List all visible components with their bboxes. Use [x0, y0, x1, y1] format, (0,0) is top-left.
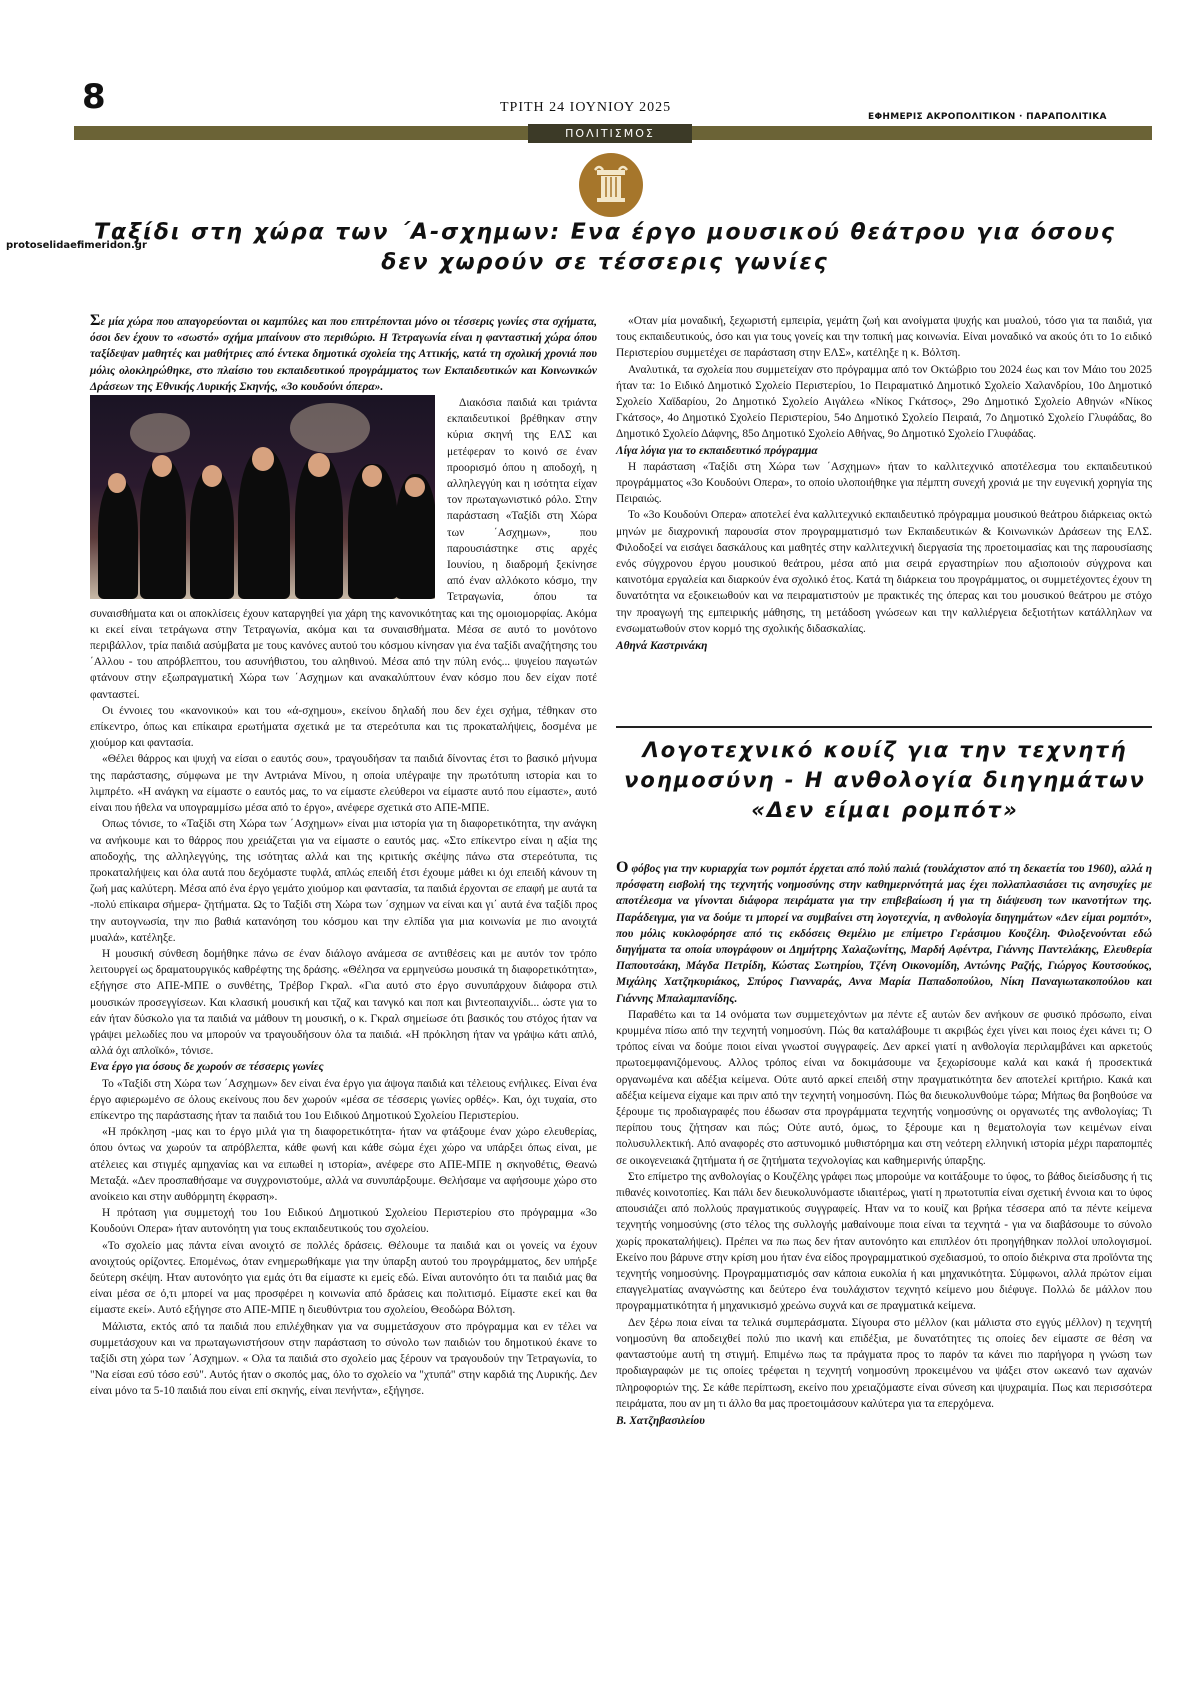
performer-face [108, 473, 126, 493]
article-1-lead [90, 313, 597, 395]
newspaper-masthead: ΕΦΗΜΕΡΙΣ ΑΚΡΟΠΟΛΙΤΙΚΟΝ · ΠΑΡΑΠΟΛΙΤΙΚΑ [868, 112, 1107, 122]
article-1-paragraph: Διακόσια παιδιά και τριάντα εκπαιδευτικοί βρέθηκαν στην κύρια σκηνή της ΕΛΣ και μετέφεραν το κοινό σε έναν προορισμό όπου η αποδοχή, η αλληλεγγύη και η ισότητα είχαν τον πρωταγωνιστικό ρόλο. Στην παράσταση «Ταξίδι στη Χώρα των ΄Ασχημων», που παρουσιάστηκε στις αρχές Ιουνίου, η διαδρομή ξεκίνησε από έναν αλλόκοτο κόσμο, την Τετραγωνία, όπου τα συναισθήματα και οι αποκλίσεις έχουν καταργηθεί για χάρη της κανονικότητας και της ομοιομορφίας. Ακόμα κι εκεί είναι τετράγωνα στην Τετραγωνία, ακόμα και τα συναισθήματα. Μέσα σε αυτό το μονότονο περιβάλλον, τρία παιδιά ασύμβατα με τους κανόνες αυτού του κόσμου κίνησαν για ένα ταξίδι αναζήτησης του ΄Αλλου - του απρόβλεπτου, του ασυνήθιστου, του αληθινού. Μέσα από την πύλη ενός... ψυγείου παγωτών φτάνουν στην εξωπραγματική Χώρα των ΄Ασχημων και ανακαλύπτουν έναν κόσμο που δεν είχαν ποτέ φανταστεί. [90, 397, 597, 701]
article-2-paragraph: Δεν ξέρω ποια είναι τα τελικά συμπεράσματα. Σίγουρα στο μέλλον (και μάλιστα στο εγγύς μέλλον) η τεχνητή νοημοσύνη θα αποδειχθεί πολύ πιο ικανή και επιδέξια, με δυνατότητες τις οποίες δεν είμαστε σε θέση να φανταστούμε αυτή τη στιγμή. Επιμένω πως τα πράγματα προς το παρόν τα κάνει πιο παρήγορα η γνώση των προδιαγραφών με τις οποίες τρέφεται η τεχνητή νοημοσύνη προκειμένου να ψάξει στον ωκεανό των αχανών πληροφοριών της. Σε κάθε περίπτωση, εκείνο που χρειαζόμαστε είναι σύνεση και ψυχραιμία. Πως και περισσότερα πειράματα, που αν μη τι άλλο θα μας προετοιμάσουν καλύτερα για τα επερχόμενα. [616, 1316, 1152, 1410]
article-1-paragraph: Το «3ο Κουδούνι Οπερα» αποτελεί ένα καλλιτεχνικό εκπαιδευτικό πρόγραμμα μουσικού θεάτρου διάρκειας οκτώ μηνών με διαχρονική παρουσία στον προγραμματισμό των Εκπαιδευτικών & Κοινωνικών Δράσεων της ΕΛΣ. Φιλοδοξεί να εισάγει δασκάλους και μαθητές στην καλλιτεχνική διεργασία της προετοιμασίας και της παρουσίασης ενός σύγχρονου έργου μουσικού θεάτρου, μέσα από μια σειρά εργαστηρίων που αξιοποιούν σύγχρονα και καινοτόμα εργαλεία και διαρκούν ένα σχολικό έτος. Κατά τη διάρκεια του προγράμματος, οι συμμετέχοντες έχουν τη δυνατότητα να εξοικειωθούν και να πειραματιστούν με πρακτικές της όπερας και του μουσικού θεάτρου με στόχο την προαγωγή της εμπειρικής μάθησης, τη μετάδοση γνώσεων και την καλλιέργεια δεξιοτήτων κατάλληλων να ενσωματωθούν στον κορμό της σχολικής διδασκαλίας. [616, 509, 1152, 635]
article-1-dropcap: Σ [90, 312, 101, 329]
article-1-column-right [616, 313, 1152, 654]
article-1-subheading: Λίγα λόγια για το εκπαιδευτικό πρόγραμμα [616, 444, 818, 457]
article-1-column-left [90, 313, 597, 1400]
performer-face [308, 453, 330, 477]
performer-figure [140, 459, 186, 599]
performer-face [252, 447, 274, 471]
article-1-paragraph: Οπως τόνισε, το «Ταξίδι στη Χώρα των ΄Ασχημων» είναι μια ιστορία για τη διαφορετικότητα, την ανάγκη να ανήκουμε και το θάρρος που χρειάζεται για να είμαστε ο εαυτός μας. «Στο επίκεντρο είναι η αξία της αποδοχής, της αλληλεγγύης, της ισότητας αλλά και της κριτικής σκέψης πάνω στα στερεότυπα, τις προκαταλήψεις και όλα αυτά που δεχόμαστε τυφλά, απλώς επειδή έτσι έχουμε μάθει κι όχι επειδή κάνουν τη ζωή μας καλύτερη. Μέσα από ένα έργο γεμάτο χιούμορ και φαντασία, τα παιδιά έρχονται σε επαφή με αυτά τα -πολύ επίκαιρα σήμερα- ζητήματα. Ως το Ταξίδι στη Χώρα των ΄σχημων να είναι και γι΄ αυτά ένα ταξίδι προς την αυτογνωσία, την πιο βαθιά κατανόηση του κόσμου και την ελπίδα για μια κοινωνία με πιο ανοιχτά μυαλά», κατέληξε. [90, 818, 597, 944]
article-1-paragraph: Το «Ταξίδι στη Χώρα των ΄Ασχημων» δεν είναι ένα έργο για άψογα παιδιά και τέλειους ενήλικες. Είναι ένα έργο αφιερωμένο σε όλους εκείνους που δεν χωρούν «μέσα σε τέσσερις γωνίες ορθές». Και, όχι τυχαία, στο επίκεντρο της παράστασης ήταν τα παιδιά του 1ου Ειδικού Δημοτικού Σχολείου Περιστερίου. [90, 1077, 597, 1122]
article-1-paragraph: «Η πρόκληση -μας και το έργο μιλά για τη διαφορετικότητα- ήταν να φτάξουμε έναν χώρο ελευθερίας, όπου όντως να χωρούν τα απρόβλεπτα, κάθε φωνή και κάθε σώμα έχει χώρο να υπάρξει όπως είναι, με ατέλειες και στιγμές αμηχανίας και να ειπωθεί η ιστορία», ανέφερε στο ΑΠΕ-ΜΠΕ η σκηνοθέτις, Θεανώ Μεταξά. «Δεν προσπαθήσαμε να συγχρονιστούμε, αλλά να συνυπάρξουμε. Θελήσαμε να αφήσουμε χώρο στο ανοίκειο και στην αυθόρμητη έκφραση». [90, 1126, 597, 1203]
article-1-lead-text: ε μία χώρα που απαγορεύονται οι καμπύλες και που επιτρέπονται μόνο οι τέσσερις γωνίες στα σχήματα, όσοι δεν έχουν το «σωστό» σχήμα μπαίνουν στο περιθώριο. Η Τετραγωνία είναι η φανταστική χώρα όπου ταξίδεψαν μαθητές και μαθήτριες από έντεκα δημοτικά σχολεία της Αττικής, κατά τη σχολική χρονιά που μόλις ολοκληρώθηκε, στο πλαίσιο του εκπαιδευτικού προγράμματος των Εκπαιδευτικών και Κοινωνικών Δράσεων της Εθνικής Λυρικής Σκηνής, «3ο κουδούνι όπερα». [90, 316, 597, 393]
stage-light [130, 413, 190, 453]
article-2-lead [616, 860, 1152, 1007]
page-number: 8 [82, 77, 106, 117]
article-2-headline: Λογοτεχνικό κουίζ για την τεχνητή νοημοσύνη - Η ανθολογία διηγημάτων «Δεν είμαι ρομπότ» [624, 738, 1146, 822]
article-2-lead-text: φόβος για την κυριαρχία των ρομπότ έρχεται από πολύ παλιά (τουλάχιστον από τη δεκαετία του 1960), αλλά η πρόσφατη εισβολή της τεχνητής νοημοσύνης στην καθημερινότητά μας έχει πολλαπλασιάσει τις ανησυχίες με αποτέλεσμα να γίνονται διάφορα πειράματα για την επιβεβαίωση ή για τη διάψευση των ικανοτήτων της. Παράδειγμα, για να δούμε τι μπορεί να συμβαίνει στη λογοτεχνία, η ανθολογία διηγημάτων «Δεν είμαι ρομπότ», που μόλις κυκλοφόρησε από τις εκδόσεις Θεμέλιο με επίμετρο Γεράσιμου Κουζέλη. Φιλοξενούνται εδώ διηγήματα τα οποία υπογράφουν οι Δημήτρης Χαλαζωνίτης, Μαρδή Αφέντρα, Γιάννης Παντελάκης, Ελευθερία Παπουτσάκη, Μάγδα Πετρίδη, Κώστας Σωτηρίου, Τζένη Οικονομίδη, Αντώνης Ραζής, Γιώργος Κουτσούκος, Μιχάλης Χατζηκυριάκος, Σπύρος Γιανναράς, Αννα Μαρία Παπαδοπούλου, Νίκη Παναγιωτακοπούλου και Γιάννης Μπαλαμπανίδης. [616, 863, 1152, 1005]
performer-face [362, 465, 382, 487]
article-1-paragraph: «Οταν μία μοναδική, ξεχωριστή εμπειρία, γεμάτη ζωή και ανοίγματα ψυχής και μυαλού, τόσο για τα παιδιά, για τους εκπαιδευτικούς, όσο και για τους γονείς και την τοπική μας κοινωνία. Είναι μοναδικό να ακούς ότι το 1ο ειδικό Περιστερίου συμμετέχει σε παράσταση στην ΕΛΣ», κατέληξε η κ. Βόλτση. [616, 315, 1152, 360]
article-1-paragraph: Η παράσταση «Ταξίδι στη Χώρα των ΄Ασχημων» ήταν το καλλιτεχνικό αποτέλεσμα του εκπαιδευτικού προγράμματος «3ο Κουδούνι Οπερα», το οποίο υλοποιήθηκε για πέμπτη συνεχή χρονιά με την ευγενική χορηγία της Πειραιώς. [616, 460, 1152, 506]
article-1-paragraph: Οι έννοιες του «κανονικού» και του «ά-σχημου», εκείνου δηλαδή που δεν έχει σχήμα, τέθηκαν στο επίκεντρο, όπως και επίκαιρα ερωτήματα σχετικά με τα στερεότυπα και τις προκαταλήψεις, δοσμένα με χιούμορ και φαντασία. [90, 704, 597, 750]
column-emblem-icon-graphic [579, 153, 643, 217]
section-label: ΠΟΛΙΤΙΣΜΟΣ [528, 124, 692, 143]
article-1-paragraph: «Το σχολείο μας πάντα είναι ανοιχτό σε πολλές δράσεις. Θέλουμε τα παιδιά και οι γονείς να έχουν ανοιχτούς ορίζοντες. Επομένως, όταν ενημερωθήκαμε για την ύπαρξη αυτού του προγράμματος, δεν υπήρξε δεύτερη σκέψη. Ηταν αυτονόητο για εμάς ότι θα είμαστε κι εμείς εδώ. Είναι αυτονόητο ότι τα παιδιά μας θα είναι μέσα σε ό,τι μπορεί να μας προσφέρει η κοινωνία από δράσεις και πολιτισμό. Είμαστε εκεί και θα είμαστε εκεί». Αυτό εξήγησε στο ΑΠΕ-ΜΠΕ η διευθύντρια του σχολείου, Θεοδώρα Βόλτση. [90, 1239, 597, 1317]
article-1-paragraph: Αναλυτικά, τα σχολεία που συμμετείχαν στο πρόγραμμα από τον Οκτώβριο του 2024 έως και τον Μάιο του 2025 ήταν τα: 1ο Ειδικό Δημοτικό Σχολείο Περιστερίου, 1ο Πειραματικό Δημοτικό Σχολείο Χαλανδρίου, 10ο Δημοτικό Σχολείο Χαϊδαρίου, 2ο Δημοτικό Σχολείο Αιγάλεω «Νίκος Γκάτσος», 29ο Δημοτικό Σχολείο Αθηνών «Νίκος Γκάτσος», 4ο Δημοτικό Σχολείο Περιστερίου, 54ο Δημοτικό Σχολείο Πειραιά, 7ο Δημοτικό Σχολείο Γλυφάδας, 8ο Δημοτικό Σχολείο Δάφνης, 85ο Δημοτικό Σχολείο Αθήνας, 9ο Δημοτικό Σχολείο Γλυφάδας. [616, 363, 1152, 441]
performer-figure [238, 449, 290, 599]
article-2-column [616, 860, 1152, 1429]
performer-face [152, 455, 172, 477]
article-1-paragraph: «Θέλει θάρρος και ψυχή να είσαι ο εαυτός σου», τραγουδήσαν τα παιδιά δίνοντας έτσι το βασικό μήνυμα της παράστασης, σύμφωνα με την Αντριάνα Μίνου, η οποία υπέγραψε την πρωτότυπη ιστορία και το λιμπρέτο. «Η ανάγκη να είμαστε ο εαυτός μας, το να είμαστε ελεύθεροι να είμαστε αυτό που είμαστε», αυτό είναι που ήθελα να υπογραμμίσω μέσα από το έργο», ανέφερε σχετικά στο ΑΠΕ-ΜΠΕ. [90, 753, 597, 815]
performer-face [405, 477, 425, 497]
article-2-paragraph: Παραθέτω και τα 14 ονόματα των συμμετεχόντων μα πέντε εξ αυτών δεν ανήκουν σε φυσικό πρόσωπο, είναι κρυμμένα πίσω από την τεχνητή νοημοσύνη. Πώς θα καταλάβουμε τι ακριβώς έχει γίνει και ποιος έχει κάνει τι; Ο τρόπος είναι να δούμε ποιοι είναι γνωστοί συγγραφείς. Δεν αρκεί γιατί η ανθολογία περιλαμβάνει και αρκετούς πρωτοεμφανιζόμενους. Αλλος τρόπος είναι να δοκιμάσουμε να ξεχωρίσουμε καλά και κακά ή προσεκτικά οργανωμένα και αδέξια κείμενα. Ούτε αυτό αρκεί επειδή στην πραγματικότητα δεν αποτελεί κριτήριο. Κακά και αδέξια κείμενα είχαμε και πριν από την τεχνητή νοημοσύνη. Πώς θα διευκολυνθούμε τώρα; Μήπως θα βοηθούσε να ξέρουμε τις προδιαγραφές που έδωσαν στα προγράμματα τεχνητής νοημοσύνης οι οργανωτές της ανθολογίας; Τι περίπου τους ζήτησαν και πώς; Ούτε αυτό, όμως, το ξέρουμε και η θεματολογία των κειμένων είναι πολυσυλλεκτική. Από αναφορές στο αστυνομικό μυθιστόρημα και στη νεότερη ελληνική ιστορία μέχρι παραπομπές σε οικογενειακά ζητήματα ή σε ζητήματα τεχνολογίας και καθημερινής ύπαρξης. [616, 1008, 1152, 1167]
article-1-subheading: Ενα έργο για όσους δε χωρούν σε τέσσερις γωνίες [90, 1061, 324, 1074]
performer-face [202, 465, 222, 487]
article-1-paragraph: Μάλιστα, εκτός από τα παιδιά που επιλέχθηκαν για να συμμετάσχουν στο πρόγραμμα και εν τέλει να συμμετάσχουν και να πρωταγωνιστήσουν στην παράσταση το σύνολο των παιδιών του δημοτικού έκανε το ταξίδι στη χώρα των ΄Ασχημων. « Ολα τα παιδιά στο σχολείο μας ξέρουν να τραγουδούν την Τετραγωνία, το "Να είσαι εσύ τόσο εσύ". Αυτός ήταν ο σκοπός μας, όλο το σχολείο να "χτυπά" στην καρδιά της Λυρικής. Δεν είναι μόνο τα 5-10 παιδιά που είναι επί σκηνής, είναι πενήντα», εξήγησε. [90, 1320, 597, 1398]
article-1-paragraph: Η μουσική σύνθεση δομήθηκε πάνω σε έναν διάλογο ανάμεσα σε αντιθέσεις και με αυτόν τον τρόπο λειτουργεί ως δραματουργικός καθρέφτης της δράσης. «Θέλησα να ερμηνεύσω μουσικά τη διαφορετικότητα», εξήγησε στο ΑΠΕ-ΜΠΕ ο συνθέτης, Τρέβορ Γκραλ. «Για αυτό στο έργο συνυπάρχουν διάφορα στιλ μουσικών προσεγγίσεων. Και κλασική μουσική και τζαζ και τανγκό και ποπ και βιντεοπαιχνίδι... ώστε για το εάν ήταν δύσκολο για τα παιδιά να μάθουν τη μουσική, ο κ. Γκραλ σημείωσε ότι βασικός του στόχος ήταν να γράψει μελωδίες που να μπορούν να τραγουδήσουν όλα τα παιδιά. «Η πρόκληση ήταν να γράψω κάτι απλό, αλλά όχι απλοϊκό», τόνισε. [90, 947, 597, 1058]
performer-figure [98, 479, 138, 599]
article-1-paragraph: Η πρόταση για συμμετοχή του 1ου Ειδικού Δημοτικού Σχολείου Περιστερίου στο πρόγραμμα «3ο Κουδούνι Οπερα» ήταν αυτονόητη για τους εκπαιδευτικούς του σχολείου. [90, 1207, 597, 1236]
article-1-headline: Ταξίδι στη χώρα των ΄Α-σχημων: Ενα έργο μουσικού θεάτρου για όσους δεν χωρούν σε τέσσερις γωνίες [94, 220, 1116, 275]
article-2-dropcap: Ο [616, 859, 629, 876]
source-watermark: protoselidaefimeridon.gr [6, 240, 147, 251]
issue-date: ΤΡΙΤΗ 24 ΙΟΥΝΙΟΥ 2025 [500, 100, 672, 115]
article-1-author: Αθηνά Καστρινάκη [616, 640, 708, 653]
article-divider [616, 726, 1152, 728]
performer-figure [190, 469, 234, 599]
article-2-paragraph: Στο επίμετρο της ανθολογίας ο Κουζέλης γράφει πως μπορούμε να κοιτάξουμε το ύφος, το βάθος διείσδυσης ή τις πιθανές κοινοτοπίες. Και πάλι δεν διευκολυνόμαστε ιδιαιτέρως, γιατί η πρωτοτυπία είναι σχετική έννοια και το ύφος απουσιάζει από πολλούς πραγματικούς συγγραφείς. Ηταν να το κουίζ και βρήκα τέσσερα από τα πέντε κείμενα τεχνητής νοημοσύνης (στο τέλος της συλλογής μαθαίνουμε ποια είναι τα τεχνητά - για να διαβάσουμε το σύνολο χωρίς προκαταλήψεις). Πρέπει να πω πως δεν ήταν αυτονόητο και επιπλέον ότι προηγήθηκαν πολλοί υπολογισμοί. Εκείνο που βάρυνε στην κρίση μου ήταν ένα είδος προγραμματικού σχεδιασμού, το οποίο διέκρινα στα προϊόντα της τεχνητής νοημοσύνης. Προγραμματισμός σαν κάποια ευκολία ή και μηχανικότητα. Σύμφωνοι, αλλά πρώτον είμαι επαγγελματίας αναγνώστης και δεύτερο ένα τουλάχιστον τεχνητό κείμενο μου διέφυγε. Πολλώ δε μάλλον που προγραμματικότητα ή μηχανικισμό χρεώνω συχνά και σε πραγματικά κείμενα. [616, 1170, 1152, 1313]
column-emblem-icon [579, 153, 643, 217]
performance-photo [90, 395, 435, 599]
article-2-author: Β. Χατζηβασιλείου [616, 1414, 705, 1427]
stage-light [290, 403, 370, 453]
